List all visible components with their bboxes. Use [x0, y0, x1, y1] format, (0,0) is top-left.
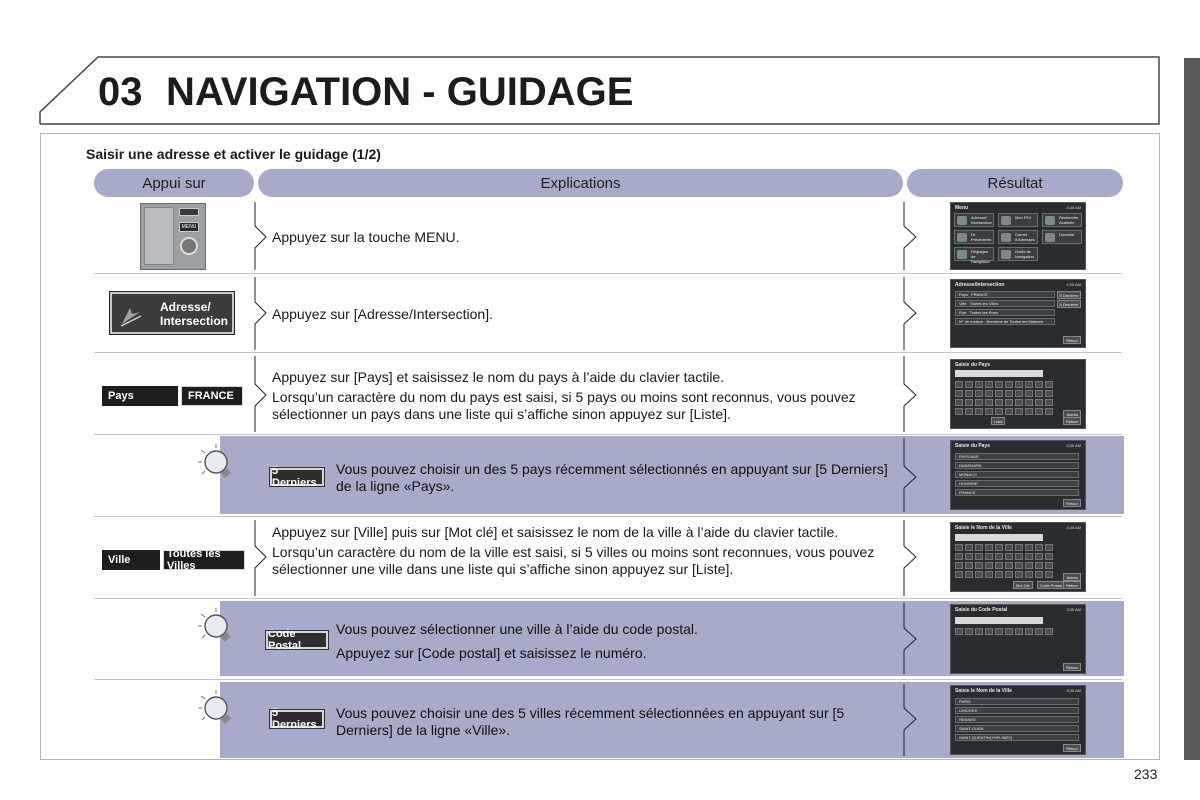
screen-key — [1045, 553, 1053, 560]
screen-time: 3:35 AM — [1066, 607, 1081, 612]
row7-explanation: Vous pouvez choisir une des 5 villes récemment sélectionnées en appuyant sur [5 Derniers] de la ligne «Ville». — [336, 705, 845, 738]
row3-explanation: Appuyez sur [Pays] et saisissez le nom du pays à l’aide du clavier tactile. Lorsqu’un caractère du nom du pays est saisi, si 5 pays ou moins sont reconnus, vous pouvez sélectionner un pays dans une liste qui s’affiche sinon appuyez sur [Liste]. — [272, 369, 856, 422]
screen-key — [1045, 390, 1053, 397]
list-item: RENNES — [955, 716, 1079, 723]
screen-key — [955, 390, 963, 397]
menu-hardware-key-image — [140, 203, 206, 270]
city-label: Ville — [102, 550, 160, 570]
row5-explanation: Appuyez sur [Ville] puis sur [Mot clé] et saisissez le nom de la ville à l’aide du clavier tactile. Lorsqu’un caractère du nom de la ville est saisi, si 5 villes ou moins sont reconnues, vous pouvez sélectionner une ville dans une liste qui s’affiche sinon appuyez sur [Liste]. — [272, 524, 875, 577]
tip-bulb-icon — [196, 688, 236, 728]
screen-side-button: 5 Derniers — [1057, 300, 1081, 308]
address-row: Ville Toutes les Villes — [955, 300, 1055, 307]
screen-key — [1015, 544, 1023, 551]
screen-key — [995, 562, 1003, 569]
screen-title: Adresse/Intersection — [955, 282, 1005, 288]
screen-key — [955, 628, 963, 635]
screen-key — [985, 628, 993, 635]
screen-key — [1005, 544, 1013, 551]
screen-key — [965, 571, 973, 578]
screen-key — [965, 553, 973, 560]
screen-key — [975, 628, 983, 635]
list-item: LIMOGES — [955, 707, 1079, 714]
screen-key — [1005, 390, 1013, 397]
row-divider — [94, 352, 1122, 353]
location-icon — [118, 302, 144, 328]
address-intersection-button[interactable] — [110, 292, 234, 334]
screen-side-button: 5 Derniers — [1057, 291, 1081, 299]
screen-key — [1015, 571, 1023, 578]
row-divider — [94, 273, 1122, 274]
screen-time: 3:35 AM — [1066, 443, 1081, 448]
menu-tile: Outils de Navigation — [998, 247, 1038, 261]
screen-key — [955, 399, 963, 406]
screen-return-button: Retour — [1063, 581, 1081, 589]
screen-key — [955, 381, 963, 388]
screen-key — [975, 381, 983, 388]
country-value: FRANCE — [181, 386, 243, 406]
postal-code-button[interactable]: Code Postal — [266, 631, 328, 649]
list-item: SAINT-QUENTIN(YVELINES) — [955, 734, 1079, 741]
country-field[interactable] — [102, 386, 243, 406]
screen-key — [985, 562, 993, 569]
screen-key — [1015, 399, 1023, 406]
screen-key — [995, 408, 1003, 415]
screen-key — [1025, 381, 1033, 388]
button-label-line1: Adresse/ — [160, 300, 211, 314]
list-item: HONGRIE — [955, 480, 1079, 487]
address-row: Pays FRANCE — [955, 291, 1055, 298]
result-screen-address — [950, 279, 1086, 348]
screen-time: 3:35 AM — [1066, 525, 1081, 530]
last-five-button[interactable]: 5 Derniers — [270, 710, 324, 728]
screen-title: Menu — [955, 205, 969, 211]
menu-key-label: MENU — [179, 222, 199, 232]
screen-key — [1025, 544, 1033, 551]
header-result: Résultat — [907, 169, 1123, 197]
screen-key — [965, 390, 973, 397]
screen-time: 3:35 AM — [1066, 205, 1081, 210]
screen-postal-button: Code Postal — [1037, 581, 1065, 589]
screen-key — [1005, 399, 1013, 406]
screen-key — [995, 544, 1003, 551]
screen-key — [1045, 381, 1053, 388]
address-row: N° de maison Numéros de Toutes les Maisons — [955, 318, 1055, 325]
screen-key — [1045, 544, 1053, 551]
screen-key — [1035, 399, 1043, 406]
screen-key — [1035, 408, 1043, 415]
screen-key — [985, 544, 993, 551]
screen-key — [985, 408, 993, 415]
list-item: FRANCE — [955, 489, 1079, 496]
city-value: Toutes les Villes — [163, 550, 245, 570]
screen-key — [1025, 390, 1033, 397]
menu-tile: Carnet d'Adresses — [998, 230, 1038, 244]
header-press: Appui sur — [94, 169, 254, 197]
city-field[interactable] — [102, 550, 245, 570]
screen-key — [1015, 553, 1023, 560]
screen-key — [1005, 628, 1013, 635]
screen-key — [965, 628, 973, 635]
screen-key — [975, 553, 983, 560]
screen-key — [975, 399, 983, 406]
screen-key — [975, 562, 983, 569]
screen-title: Saisie du Code Postal — [955, 607, 1008, 613]
header-explanations: Explications — [258, 169, 903, 197]
screen-key — [995, 399, 1003, 406]
screen-return-button: Retour — [1063, 499, 1081, 507]
list-item: PAYS-BAS — [955, 453, 1079, 460]
screen-key — [1025, 628, 1033, 635]
row1-explanation: Appuyez sur la touche MENU. — [272, 229, 460, 245]
screen-key — [1025, 553, 1033, 560]
screen-key — [1025, 562, 1033, 569]
menu-tile: Mon POI — [998, 213, 1038, 227]
result-screen-city-list — [950, 685, 1086, 755]
list-item: MONACO — [955, 471, 1079, 478]
screen-key — [1045, 562, 1053, 569]
result-screen-country-list — [950, 440, 1086, 510]
row-divider — [94, 434, 1122, 435]
screen-key — [1035, 571, 1043, 578]
screen-key — [1025, 399, 1033, 406]
row6-explanation: Vous pouvez sélectionner une ville à l’aide du code postal. Appuyez sur [Code postal] et saisissez le numéro. — [336, 621, 698, 661]
row2-explanation: Appuyez sur [Adresse/Intersection]. — [272, 306, 493, 322]
screen-keyword-button: Mot Clé — [1013, 581, 1033, 589]
button-label-line2: Intersection — [160, 314, 229, 328]
screen-key — [965, 562, 973, 569]
screen-key — [965, 408, 973, 415]
menu-tile: Domicile — [1042, 230, 1082, 244]
row-divider — [94, 679, 1122, 680]
screen-title: Saisie le Nom de la Ville — [955, 525, 1012, 531]
screen-key — [1045, 571, 1053, 578]
screen-return-button: Retour — [1063, 744, 1081, 752]
screen-key — [955, 571, 963, 578]
screen-key — [1035, 381, 1043, 388]
page-number: 233 — [1134, 766, 1158, 782]
screen-list-button: Liste — [991, 417, 1005, 425]
result-screen-country-input — [950, 359, 1086, 429]
address-row: Rue Toutes les Rues — [955, 309, 1055, 316]
menu-tile: Dt Précédents — [954, 230, 994, 244]
row-divider — [94, 516, 1122, 517]
screen-key — [1045, 628, 1053, 635]
result-screen-city-input — [950, 522, 1086, 592]
screen-key — [1005, 381, 1013, 388]
screen-key — [1015, 381, 1023, 388]
row-divider — [94, 598, 1122, 599]
screen-return-button: Retour — [1063, 417, 1081, 425]
menu-tile: Recherche Avancée — [1042, 213, 1082, 227]
screen-key — [975, 390, 983, 397]
screen-key — [995, 571, 1003, 578]
screen-key — [1035, 628, 1043, 635]
screen-key — [1035, 390, 1043, 397]
list-item: DANEMARK — [955, 462, 1079, 469]
screen-key — [985, 390, 993, 397]
screen-key — [1015, 390, 1023, 397]
screen-key — [1005, 571, 1013, 578]
screen-key — [985, 553, 993, 560]
screen-return-button: Retour — [1063, 336, 1081, 344]
screen-key — [985, 381, 993, 388]
screen-time: 3:35 AM — [1066, 688, 1081, 693]
screen-key — [995, 390, 1003, 397]
screen-key — [1035, 544, 1043, 551]
screen-key — [975, 571, 983, 578]
screen-title: Saisie le Nom de la Ville — [955, 688, 1012, 694]
country-label: Pays — [102, 386, 178, 406]
screen-key — [1005, 408, 1013, 415]
last-five-button[interactable]: 5 Derniers — [270, 468, 324, 486]
tip-bulb-icon — [196, 442, 236, 482]
result-screen-postal-input — [950, 604, 1086, 674]
screen-key — [1015, 628, 1023, 635]
screen-key — [1015, 408, 1023, 415]
screen-key — [1045, 399, 1053, 406]
result-screen-menu — [950, 202, 1086, 270]
screen-key — [965, 399, 973, 406]
screen-key — [1035, 562, 1043, 569]
tip-bulb-icon — [196, 606, 236, 646]
screen-key — [985, 399, 993, 406]
screen-key — [1005, 553, 1013, 560]
screen-key — [995, 628, 1003, 635]
menu-tile: Adresse/ Intersection — [954, 213, 994, 227]
list-item: PARIS — [955, 698, 1079, 705]
chapter-tab-strip — [1184, 58, 1200, 760]
screen-side-button: Autres — [1063, 573, 1081, 581]
screen-time: 4:05 AM — [1066, 282, 1081, 287]
menu-tile: Réglages de Navigation — [954, 247, 994, 261]
screen-key — [985, 571, 993, 578]
chapter-title: NAVIGATION - GUIDAGE — [166, 70, 634, 114]
screen-key — [975, 408, 983, 415]
screen-key — [1025, 408, 1033, 415]
screen-key — [1035, 553, 1043, 560]
screen-key — [1005, 562, 1013, 569]
screen-return-button: Retour — [1063, 663, 1081, 671]
screen-key — [995, 553, 1003, 560]
section-title: Saisir une adresse et activer le guidage (1/2) — [86, 146, 381, 162]
screen-title: Saisie du Pays — [955, 362, 991, 368]
chapter-number: 03 — [98, 70, 143, 114]
screen-key — [1045, 408, 1053, 415]
screen-key — [1015, 562, 1023, 569]
list-item: SAINT-OUEN — [955, 725, 1079, 732]
screen-key — [1025, 571, 1033, 578]
screen-key — [975, 544, 983, 551]
screen-key — [995, 381, 1003, 388]
screen-side-button: Autres — [1063, 410, 1081, 418]
screen-key — [955, 408, 963, 415]
screen-key — [955, 553, 963, 560]
row4-explanation: Vous pouvez choisir un des 5 pays récemment sélectionnés en appuyant sur [5 Derniers] de la ligne «Pays». — [336, 461, 888, 494]
screen-title: Saisie du Pays — [955, 443, 991, 449]
screen-key — [955, 562, 963, 569]
screen-key — [955, 544, 963, 551]
screen-key — [965, 544, 973, 551]
screen-key — [965, 381, 973, 388]
